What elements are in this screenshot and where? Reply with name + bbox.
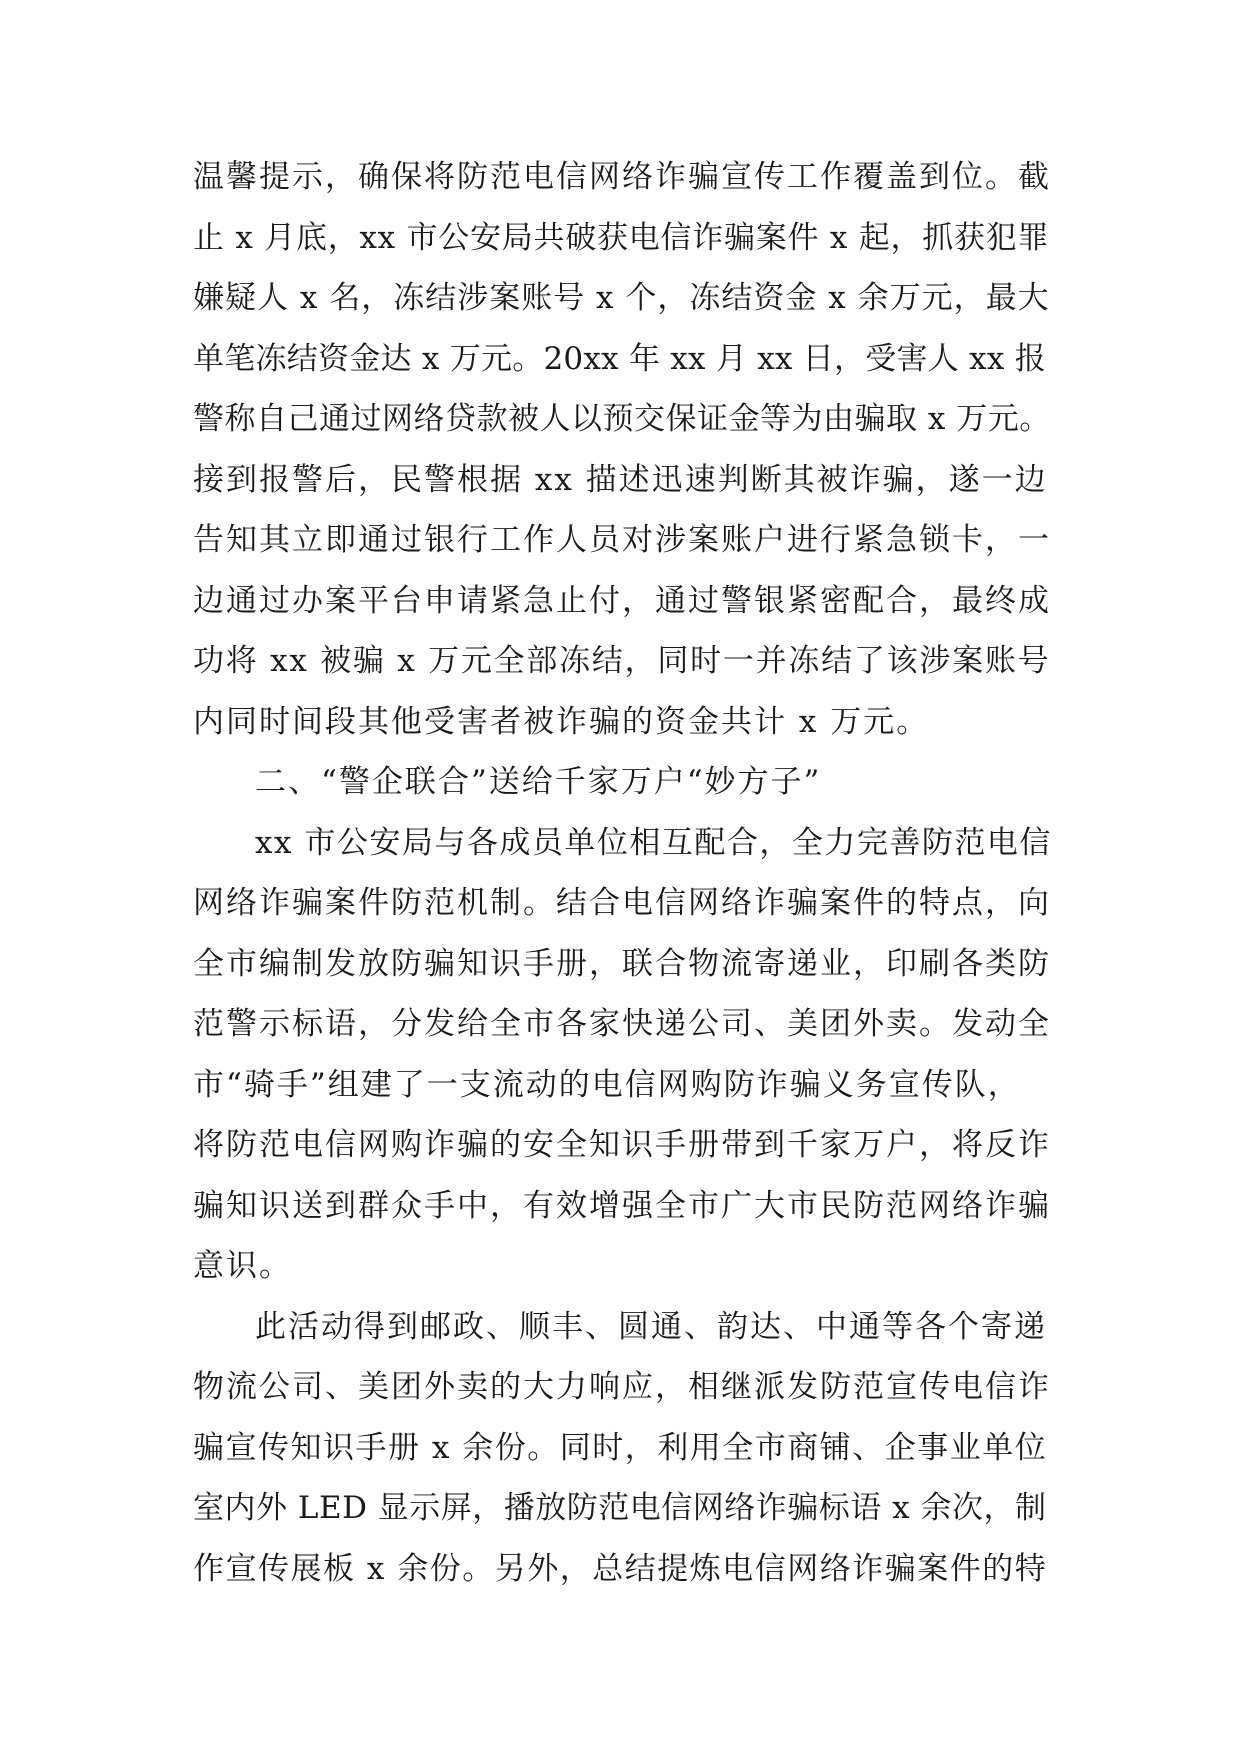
body-text xyxy=(193,147,1053,1599)
text-line: 作宣传展板 x 余份。另外，总结提炼电信网络诈骗案件的特 xyxy=(193,1550,1048,1587)
text-line: 网络诈骗案件防范机制。结合电信网络诈骗案件的特点，向 xyxy=(193,885,1051,921)
text-line: 内同时间段其他受害者被诈骗的资金共计 x 万元。 xyxy=(193,703,930,740)
text-line: 功将 xx 被骗 x 万元全部冻结，同时一并冻结了该涉案账号 xyxy=(193,643,1051,679)
text-line: 止 x 月底，xx 市公安局共破获电信诈骗案件 x 起，抓获犯罪 xyxy=(193,219,1050,256)
text-line: 市“骑手”组建了一支流动的电信网购防诈骗义务宣传队， xyxy=(193,1066,1021,1103)
text-line: 边通过办案平台申请紧急止付，通过警银紧密配合，最终成 xyxy=(193,582,1051,619)
text-line: 范警示标语，分发给全市各家快递公司、美团外卖。发动全 xyxy=(193,1006,1051,1042)
text-line: 将防范电信网购诈骗的安全知识手册带到千家万户，将反诈 xyxy=(193,1127,1051,1163)
text-line: 全市编制发放防骗知识手册，联合物流寄递业，印刷各类防 xyxy=(193,945,1051,982)
text-line: 警称自己通过网络贷款被人以预交保证金等为由骗取 x 万元。 xyxy=(193,401,1051,437)
text-line: 单笔冻结资金达 x 万元。20xx 年 xx 月 xx 日，受害人 xx 报 xyxy=(193,340,1046,377)
text-line: xx 市公安局与各成员单位相互配合，全力完善防范电信 xyxy=(255,824,1052,861)
text-line: 接到报警后，民警根据 xx 描述迅速判断其被诈骗，遂一边 xyxy=(193,461,1048,498)
section-heading: 二、“警企联合”送给千家万户“妙方子” xyxy=(255,764,822,800)
text-line: 骗宣传知识手册 x 余份。同时，利用全市商铺、企事业单位 xyxy=(193,1429,1048,1466)
text-line: 意识。 xyxy=(193,1248,292,1284)
text-line: 物流公司、美团外卖的大力响应，相继派发防范宣传电信诈 xyxy=(193,1369,1051,1405)
text-line: 嫌疑人 x 名，冻结涉案账号 x 个，冻结资金 x 余万元，最大 xyxy=(193,280,1050,316)
text-line: 此活动得到邮政、顺丰、圆通、韵达、中通等各个寄递 xyxy=(255,1308,1047,1345)
text-line: 室内外 LED 显示屏，播放防范电信网络诈骗标语 x 余次，制 xyxy=(193,1490,1047,1526)
text-line: 骗知识送到群众手中，有效增强全市广大市民防范网络诈骗 xyxy=(193,1187,1051,1224)
text-line: 温馨提示，确保将防范电信网络诈骗宣传工作覆盖到位。截 xyxy=(193,159,1051,195)
text-line: 告知其立即通过银行工作人员对涉案账户进行紧急锁卡，一 xyxy=(193,522,1051,558)
